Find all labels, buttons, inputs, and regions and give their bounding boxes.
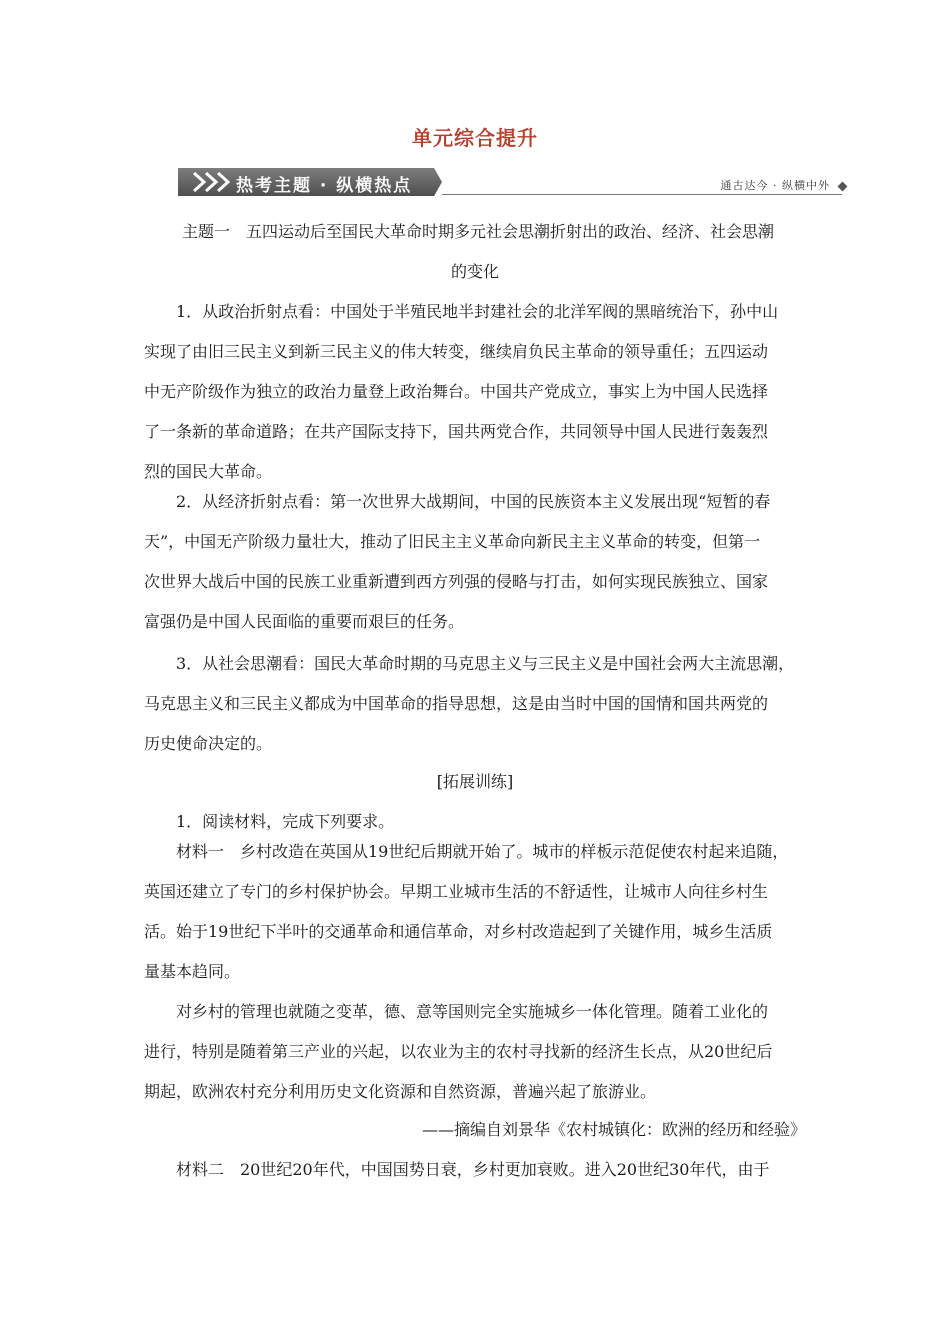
text-line: 了一条新的革命道路；在共产国际支持下，国共两党合作，共同领导中国人民进行轰轰烈 bbox=[144, 422, 769, 441]
page-title: 单元综合提升 bbox=[412, 126, 538, 150]
paragraph-social bbox=[144, 644, 806, 764]
text-line: 马克思主义和三民主义都成为中国革命的指导思想，这是由当时中国的国情和国共两党的 bbox=[144, 694, 769, 713]
chevron-right-icon bbox=[190, 170, 234, 194]
text-line: 烈的国民大革命。 bbox=[144, 462, 273, 481]
theme-heading-line: 的变化 bbox=[450, 262, 499, 281]
material-one bbox=[144, 832, 806, 992]
diamond-icon bbox=[838, 182, 848, 192]
banner-label: 热考主题 · 纵横热点 bbox=[236, 176, 413, 196]
text-line: 2．从经济折射点看：第一次世界大战期间，中国的民族资本主义发展出现“短暂的春 bbox=[144, 492, 771, 511]
text-line: 实现了由旧三民主义到新三民主义的伟大转变，继续肩负民主革命的领导重任；五四运动 bbox=[144, 342, 769, 361]
text-line: 期起，欧洲农村充分利用历史文化资源和自然资源，普遍兴起了旅游业。 bbox=[144, 1082, 657, 1101]
paragraph-political bbox=[144, 292, 806, 492]
text-line: 次世界大战后中国的民族工业重新遭到西方列强的侵略与打击，如何实现民族独立、国家 bbox=[144, 572, 769, 591]
citation-block bbox=[144, 1110, 806, 1190]
text-line: 活。始于19世纪下半叶的交通革命和通信革命，对乡村改造起到了关键作用，城乡生活质 bbox=[144, 922, 773, 941]
text-line: 对乡村的管理也就随之变革，德、意等国则完全实施城乡一体化管理。随着工业化的 bbox=[144, 1002, 769, 1021]
text-line: 3．从社会思潮看：国民大革命时期的马克思主义与三民主义是中国社会两大主流思潮， bbox=[144, 654, 795, 673]
text-line: 历史使命决定的。 bbox=[144, 734, 273, 753]
exercise-section bbox=[144, 762, 806, 842]
text-line: 天”，中国无产阶级力量壮大，推动了旧民主主义革命向新民主主义革命的转变，但第一 bbox=[144, 532, 761, 551]
text-line: 中无产阶级作为独立的政治力量登上政治舞台。中国共产党成立，事实上为中国人民选择 bbox=[144, 382, 769, 401]
text-line: 材料一 乡村改造在英国从19世纪后期就开始了。城市的样板示范促使农村起来追随， bbox=[144, 842, 789, 861]
section-banner bbox=[178, 166, 850, 198]
text-line: 进行，特别是随着第三产业的兴起，以农业为主的农村寻找新的经济生长点，从20世纪后 bbox=[144, 1042, 773, 1061]
banner-divider bbox=[442, 194, 842, 195]
question-text: 1．阅读材料，完成下列要求。 bbox=[144, 812, 395, 831]
theme-heading-line: 主题一 五四运动后至国民大革命时期多元社会思潮折射出的政治、经济、社会思潮 bbox=[182, 222, 775, 241]
text-line: 量基本趋同。 bbox=[144, 962, 241, 981]
banner-tagline: 通古达今 · 纵横中外 bbox=[720, 179, 830, 192]
citation: ——摘编自刘景华《农村城镇化：欧洲的经历和经验》 bbox=[421, 1120, 806, 1139]
text-line: 富强仍是中国人民面临的重要而艰巨的任务。 bbox=[144, 612, 465, 631]
theme-heading bbox=[144, 212, 806, 292]
text-line: 英国还建立了专门的乡村保护协会。早期工业城市生活的不舒适性，让城市人向往乡村生 bbox=[144, 882, 769, 901]
material-one-continued bbox=[144, 992, 806, 1112]
text-line: 材料二 20世纪20年代，中国国势日衰，乡村更加衰败。进入20世纪30年代，由于 bbox=[144, 1160, 770, 1179]
paragraph-economic bbox=[144, 482, 806, 642]
text-line: 1．从政治折射点看：中国处于半殖民地半封建社会的北洋军阀的黑暗统治下，孙中山 bbox=[144, 302, 779, 321]
exercise-heading: [拓展训练] bbox=[436, 772, 514, 791]
